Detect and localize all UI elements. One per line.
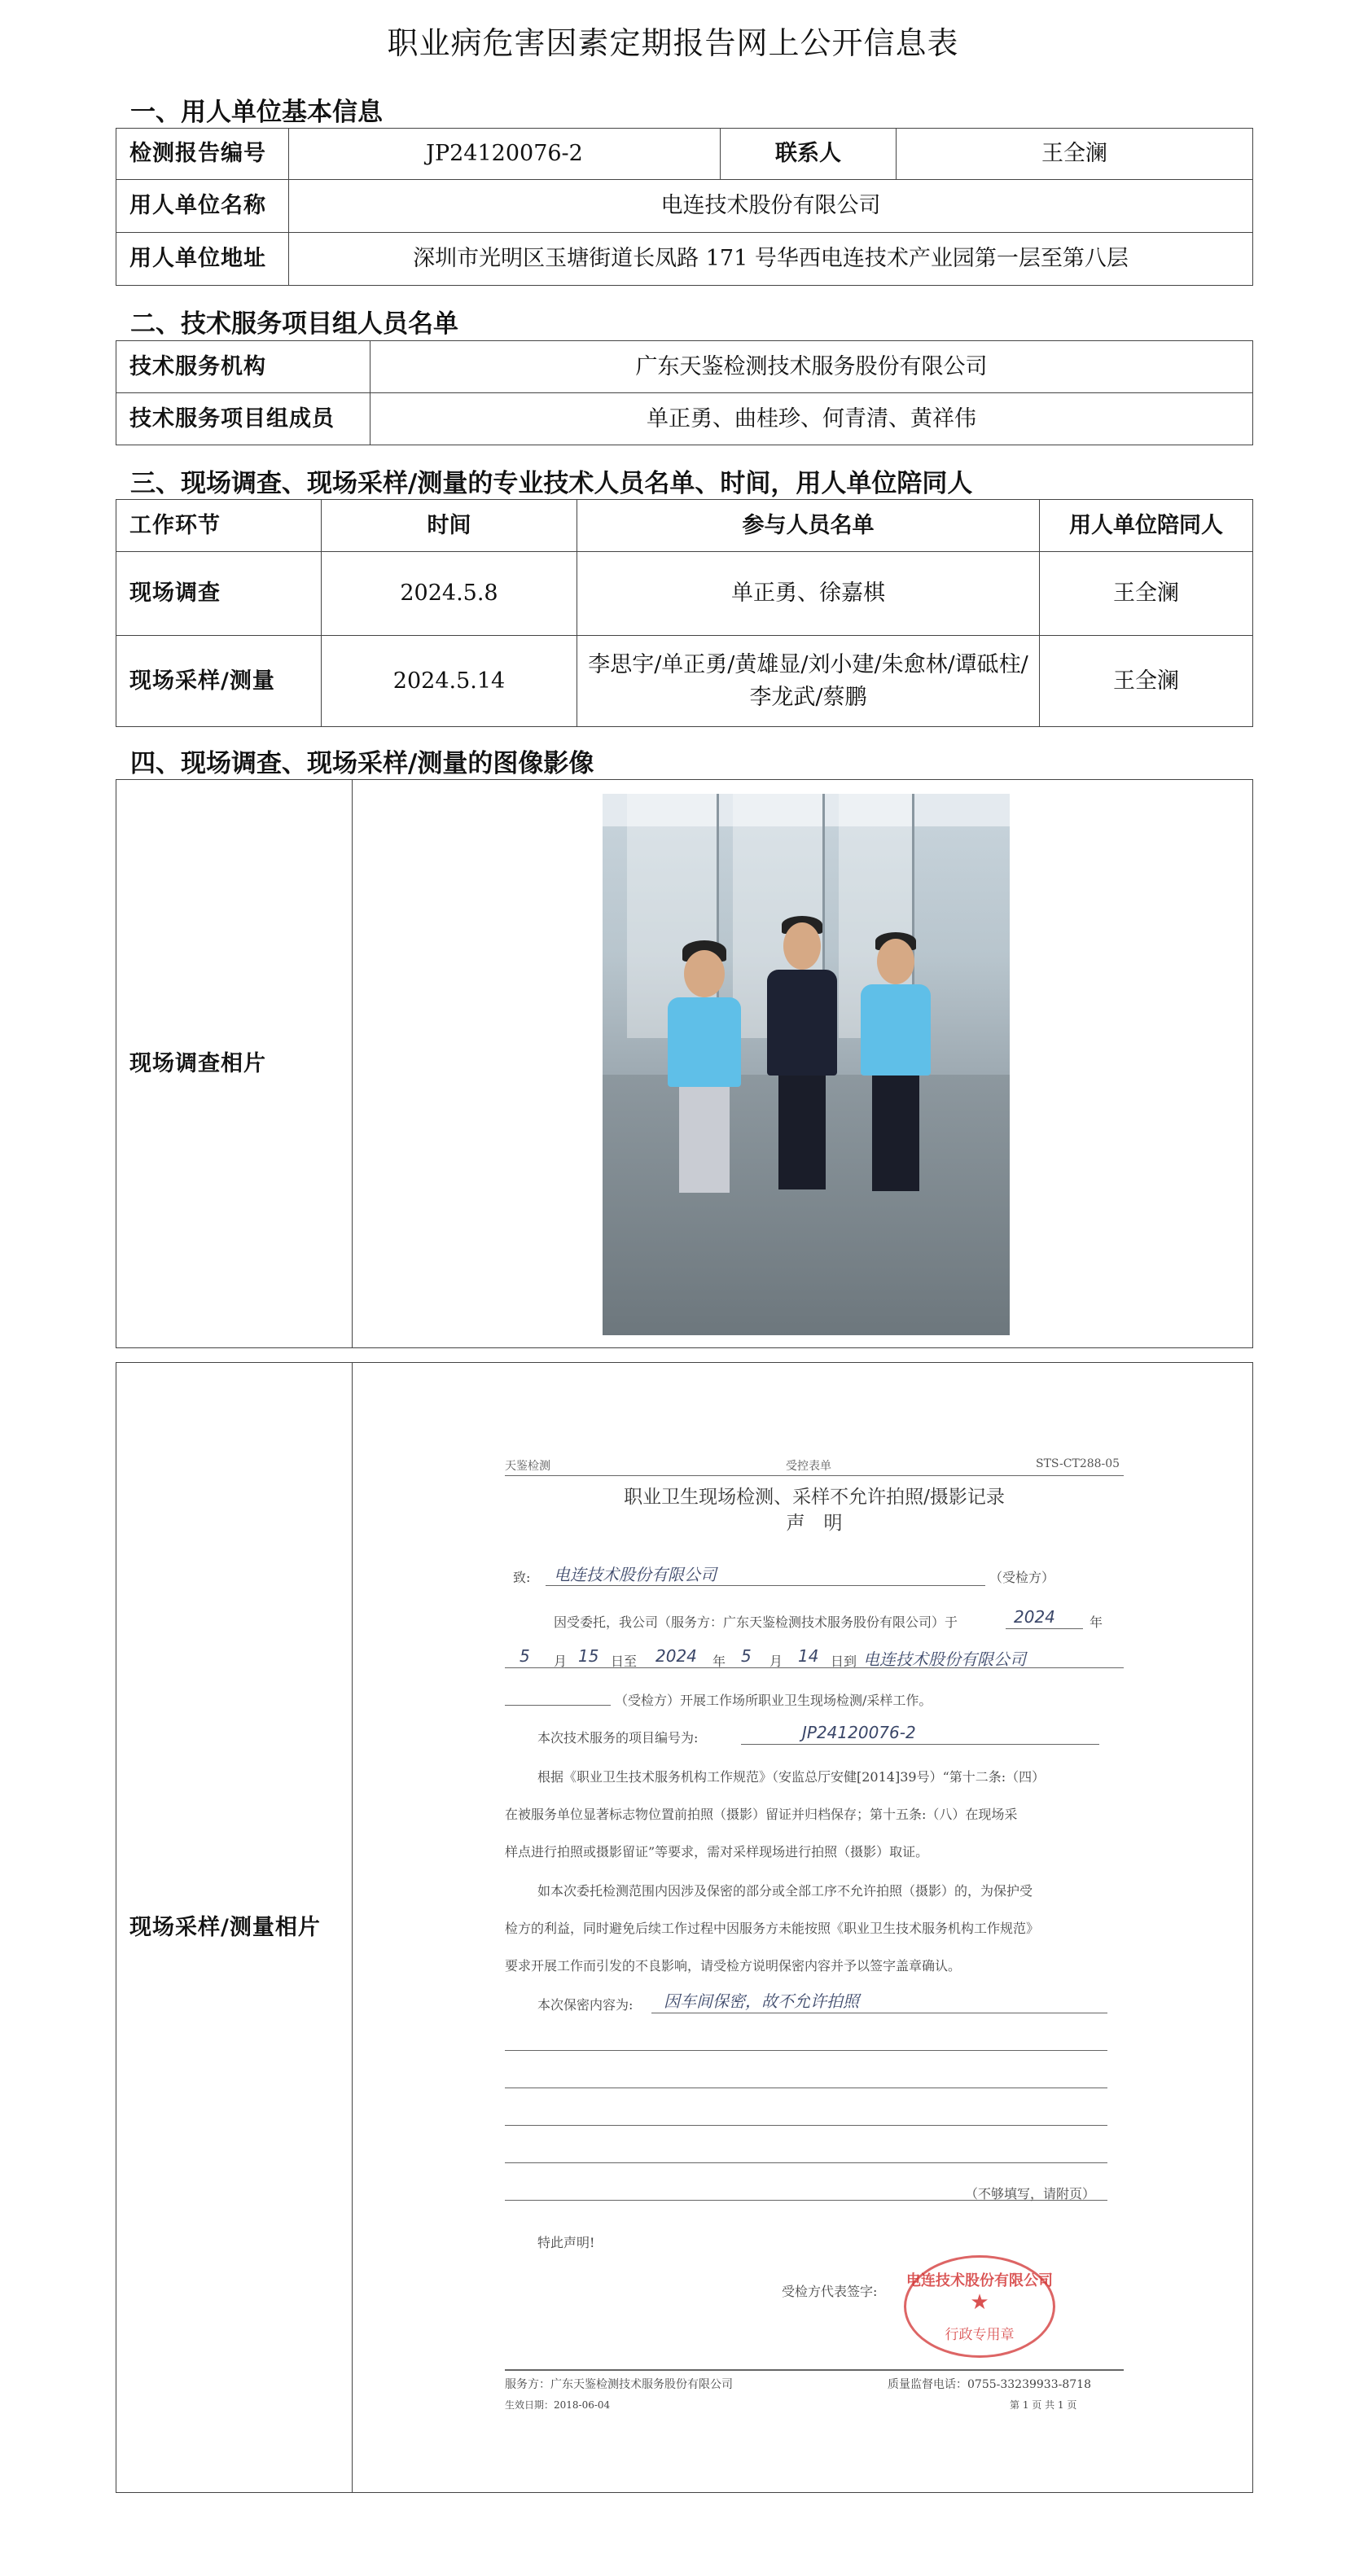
stage-cell: 现场采样/测量 bbox=[116, 636, 322, 727]
form-to-suffix: （受检方） bbox=[989, 1570, 1055, 1585]
photo-person bbox=[757, 916, 847, 1197]
form-to-label: 致: bbox=[513, 1570, 531, 1585]
service-team-table bbox=[116, 340, 1253, 445]
form-header-mid: 受控表单 bbox=[786, 1460, 831, 1473]
form-p1-a: 因受委托，我公司（服务方：广东天鉴检测技术服务股份有限公司）于 bbox=[554, 1614, 958, 1630]
unit-name-label: 用人单位名称 bbox=[116, 180, 289, 233]
sampling-photo-label: 现场采样/测量相片 bbox=[116, 1363, 353, 2493]
form-effective-date: 生效日期：2018-06-04 bbox=[505, 2399, 611, 2411]
service-org-label: 技术服务机构 bbox=[116, 341, 370, 393]
unit-address-label: 用人单位地址 bbox=[116, 233, 289, 286]
team-members-label: 技术服务项目组成员 bbox=[116, 393, 370, 445]
page-title: 职业病危害因素定期报告网上公开信息表 bbox=[387, 25, 959, 61]
basic-info-table bbox=[116, 128, 1253, 286]
col-people-header: 参与人员名单 bbox=[577, 500, 1040, 552]
time-cell: 2024.5.8 bbox=[322, 552, 577, 636]
table-row bbox=[116, 552, 1253, 636]
people-cell: 李思宇/单正勇/黄雄显/刘小建/朱愈林/谭砥柱/李龙武/蔡鹏 bbox=[577, 636, 1040, 727]
form-subtitle: 声 明 bbox=[786, 1513, 843, 1534]
survey-photo bbox=[603, 794, 1010, 1335]
section4-heading: 四、现场调查、现场采样/测量的图像影像 bbox=[130, 749, 594, 778]
escort-cell: 王全澜 bbox=[1040, 636, 1253, 727]
team-members-value: 单正勇、曲桂珍、何青清、黄祥伟 bbox=[370, 393, 1253, 445]
stage-cell: 现场调查 bbox=[116, 552, 322, 636]
section2-heading: 二、技术服务项目组人员名单 bbox=[130, 309, 458, 339]
form-title: 职业卫生现场检测、采样不允许拍照/摄影记录 bbox=[624, 1487, 1005, 1508]
form-header-right: STS-CT288-05 bbox=[1036, 1457, 1120, 1470]
col-time-header: 时间 bbox=[322, 500, 577, 552]
photo-person bbox=[851, 932, 940, 1201]
report-no-value: JP24120076-2 bbox=[289, 129, 721, 180]
form-unit-handwritten: 电连技术股份有限公司 bbox=[863, 1649, 1026, 1669]
declaration-form-scan: 天鉴检测 受控表单 STS-CT288-05 职业卫生现场检测、采样不允许拍照/摄影记录 声 明 致: 电连技术股份有限公司 （受检方） 因受委托，我公司（服务方：广东天鉴检测技术服务股份有限公司）于 2024 年 5 月 15 日至 2024 年 5 月 14 日到 电连技术股份有限公司 （受检方）开展工作场所职业卫生现场检测/采样工作。 本次技术服务的项目编号为: JP24120076-2 根据《职业卫生技术服务机构工作规范》（安监总厅安健[2014]39号）“第十二条:（四） 在被服务单位显著标志物位置前拍照（摄影）留证并归档保存；第十五条:（八）在现场采 样点进行拍照或摄影留证”等要求，需对采样现场进行拍照（摄影）取证。 如本次委托检测范围内因涉及保密的部分或全部工序不允许拍照（摄影）的，为保护受 检方的利益，同时避免后续工作过程中因服务方未能按照《职业卫生技术服务机构工作规范》 要求开展工作而引发的不良影响，请受检方说明保密内容并予以签字盖章确认。 本次保密内容为: 因车间保密，故不允许拍照 （不够填写，请附页） 特此声明! 受检方代表签字: 电连技术股份有限公司 ★ 行政专用章 服务方：广东天鉴检测技术服务股份有限公司 质量监督电话：0755-33239933-8718 生效日期：2018-06-04 第 1 页 共 1 页 bbox=[505, 1457, 1124, 2426]
col-stage-header: 工作环节 bbox=[116, 500, 322, 552]
form-footer-right: 质量监督电话：0755-33239933-8718 bbox=[888, 2378, 1091, 2391]
form-page-number: 第 1 页 共 1 页 bbox=[1010, 2399, 1077, 2411]
form-project-no-handwritten: JP24120076-2 bbox=[802, 1723, 916, 1742]
section3-heading: 三、现场调查、现场采样/测量的专业技术人员名单、时间，用人单位陪同人 bbox=[130, 469, 973, 498]
staff-time-table bbox=[116, 499, 1253, 727]
people-cell: 单正勇、徐嘉棋 bbox=[577, 552, 1040, 636]
contact-value: 王全澜 bbox=[897, 129, 1253, 180]
report-no-label: 检测报告编号 bbox=[116, 129, 289, 180]
survey-photo-label: 现场调查相片 bbox=[116, 780, 353, 1348]
col-escort-header: 用人单位陪同人 bbox=[1040, 500, 1253, 552]
section1-heading: 一、用人单位基本信息 bbox=[130, 98, 383, 127]
form-p1-year: 2024 bbox=[1014, 1607, 1055, 1627]
form-to-handwritten: 电连技术股份有限公司 bbox=[554, 1565, 717, 1584]
contact-label: 联系人 bbox=[721, 129, 897, 180]
unit-address-value: 深圳市光明区玉塘街道长凤路 171 号华西电连技术产业园第一层至第八层 bbox=[289, 233, 1253, 286]
form-confidential-handwritten: 因车间保密，故不允许拍照 bbox=[664, 1991, 859, 2011]
table-row bbox=[116, 636, 1253, 727]
service-org-value: 广东天鉴检测技术服务股份有限公司 bbox=[370, 341, 1253, 393]
escort-cell: 王全澜 bbox=[1040, 552, 1253, 636]
form-footer-left: 服务方：广东天鉴检测技术服务股份有限公司 bbox=[505, 2378, 733, 2391]
time-cell: 2024.5.14 bbox=[322, 636, 577, 727]
company-seal: 电连技术股份有限公司 ★ 行政专用章 bbox=[904, 2255, 1055, 2358]
photo-person bbox=[660, 940, 749, 1201]
form-header-left: 天鉴检测 bbox=[505, 1460, 550, 1473]
unit-name-value: 电连技术股份有限公司 bbox=[289, 180, 1253, 233]
